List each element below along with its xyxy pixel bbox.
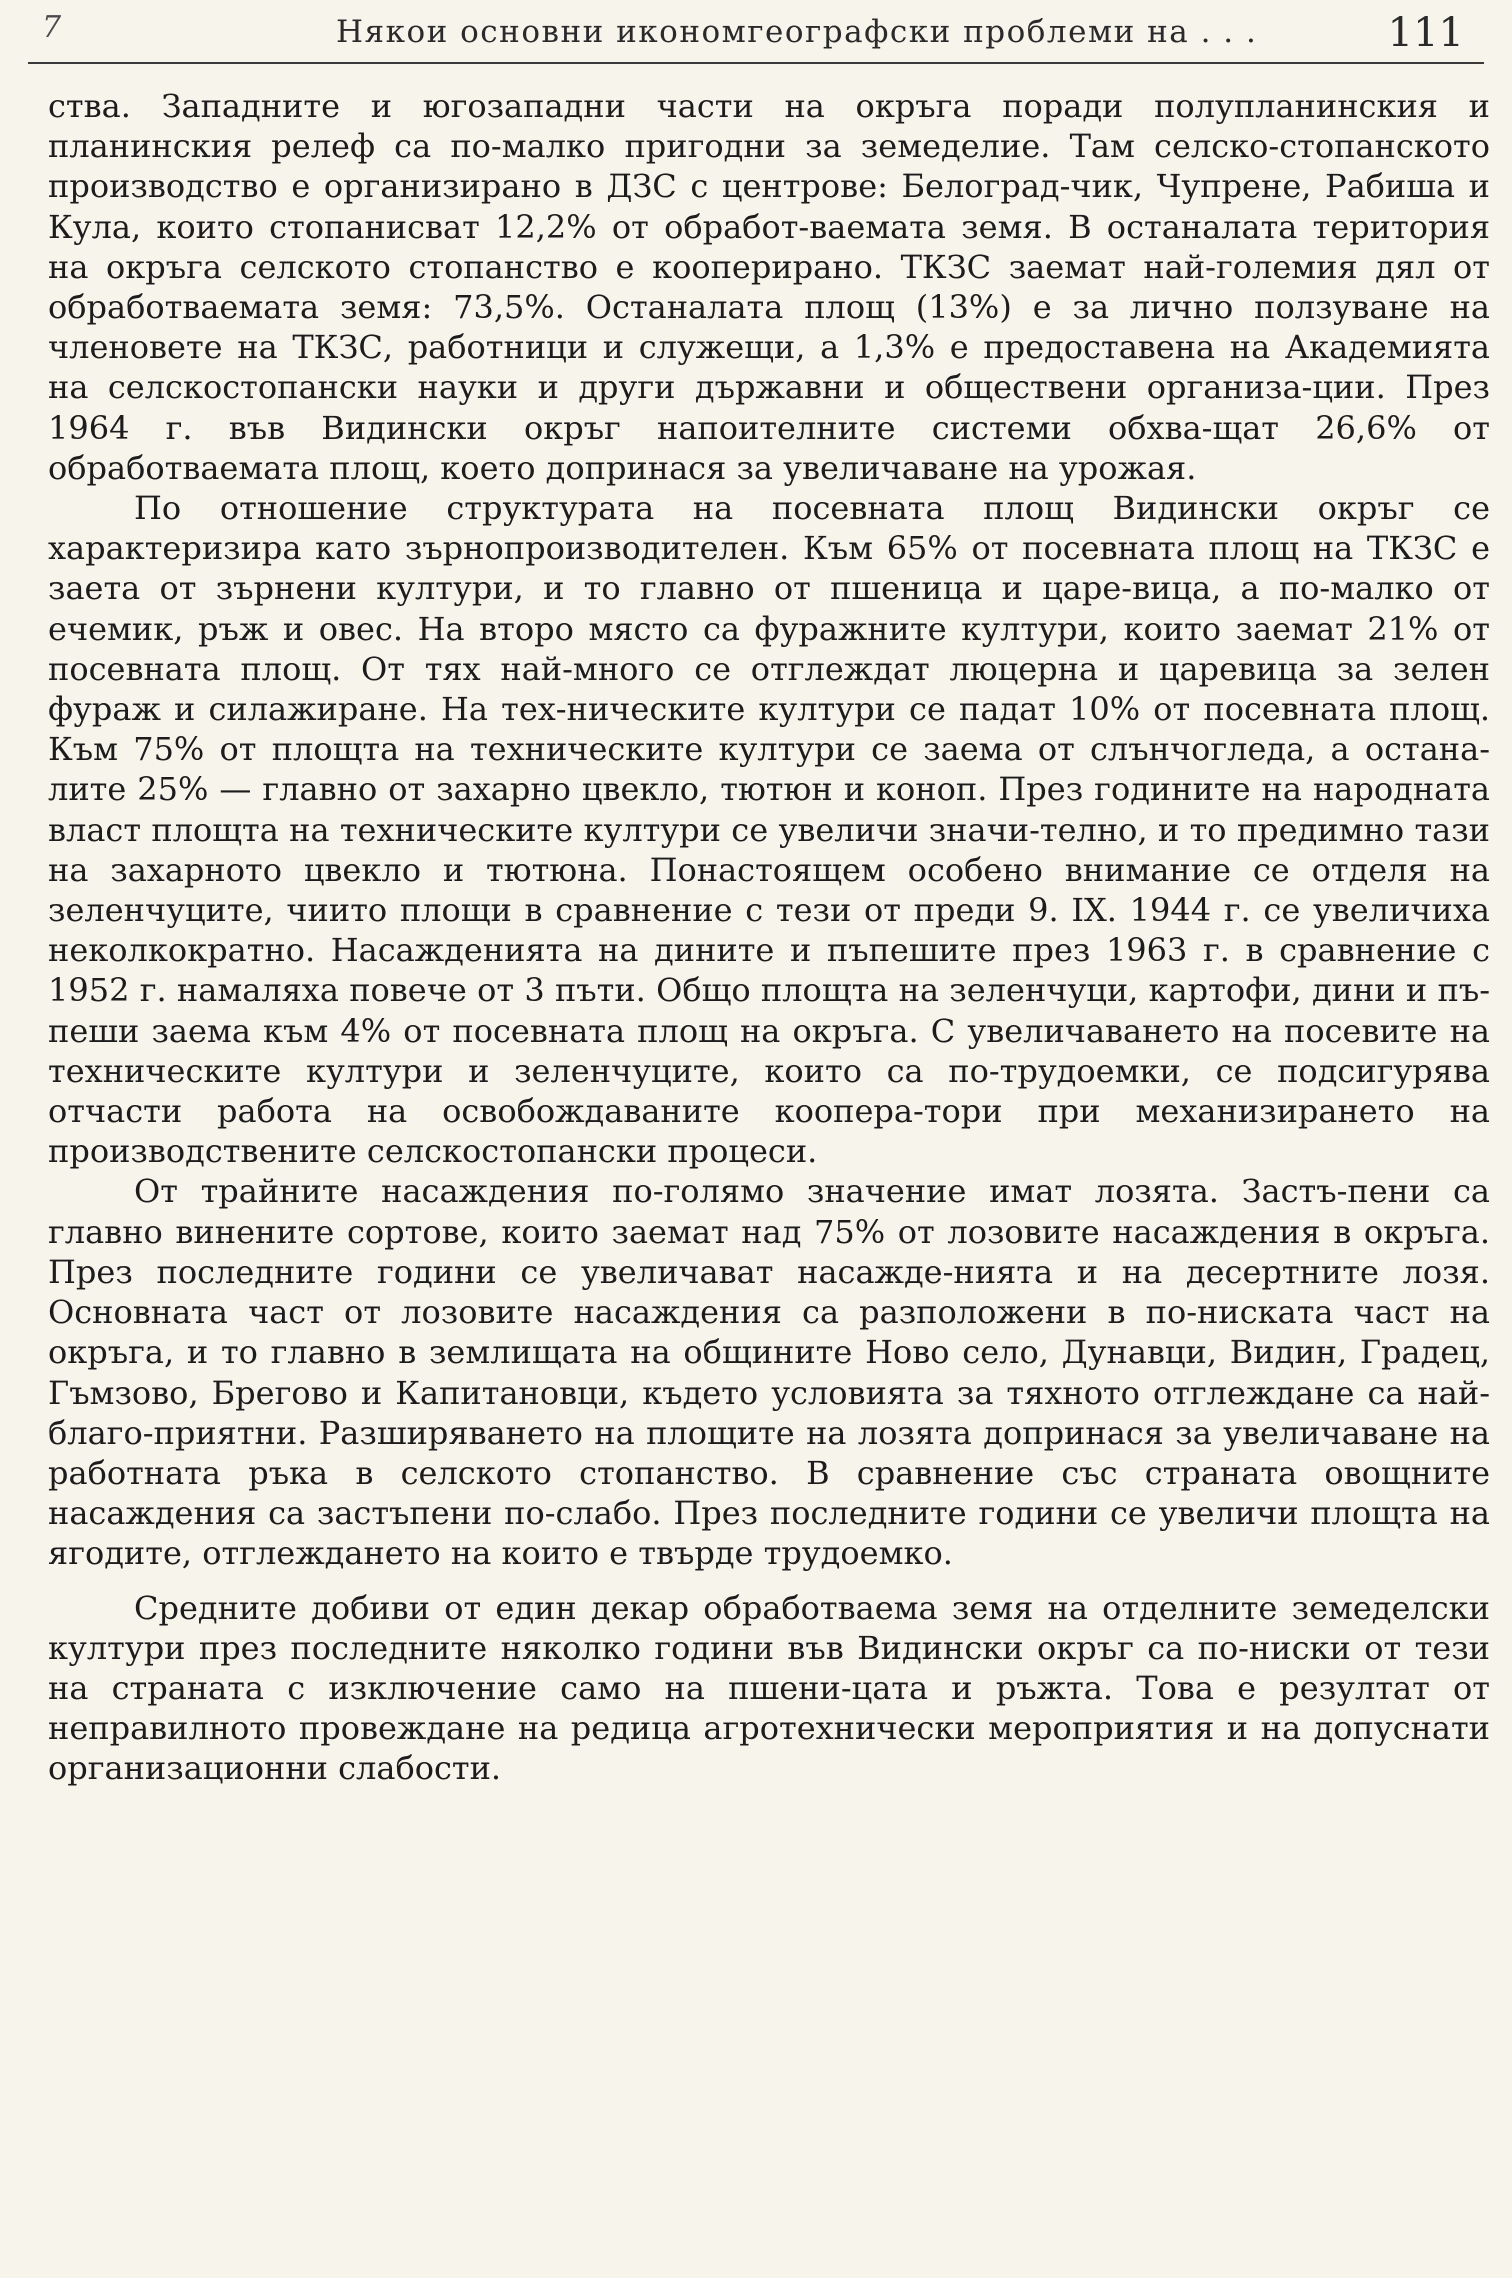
body-text	[48, 86, 1490, 1789]
running-title: Някои основни икономгеографски проблеми на . . .	[336, 14, 1258, 50]
running-header	[28, 0, 1484, 64]
page-number: 111	[1387, 10, 1464, 56]
paragraph-perennial-plantings: От трайните насаждения по-голямо значение имат лозята. Застъ-пени са главно винените сортове, които заемат над 75% от лозовите насаждения в окръга. През последните години се увеличават насажде-нията и на десертните лозя. Основната част от лозовите насаждения са разположени в по-ниската част на окръга, и то главно в землищата на общините Ново село, Дунавци, Видин, Градец, Гъмзово, Брегово и Капитановци, където условията за тяхното отглеждане са най-благо-приятни. Разширяването на площите на лозята допринася за увеличаване на работната ръка в селското стопанство. В сравнение със страната овощните насаждения са застъпени по-слабо. През последните години се увеличи площта на ягодите, отглеждането на които е твърде трудоемко.	[48, 1172, 1490, 1573]
paragraph-continuation: ства. Западните и югозападни части на окръга поради полупланинския и планинския релеф са по-малко пригодни за земеделие. Там селско-стопанското производство е организирано в ДЗС с центрове: Белоград-чик, Чупрене, Рабиша и Кула, които стопанисват 12,2% от обработ-ваемата земя. В останалата територия на окръга селското стопанство е кооперирано. ТКЗС заемат най-големия дял от обработваемата земя: 73,5%. Останалата площ (13%) е за лично ползуване на членовете на ТКЗС, работници и служещи, а 1,3% е предоставена на Академията на селскостопански науки и други държавни и обществени организа-ции. През 1964 г. във Видински окръг напоителните системи обхва-щат 26,6% от обработваемата площ, което допринася за увеличаване на урожая.	[48, 87, 1490, 487]
section-number: 7	[42, 10, 62, 45]
paragraph-crop-structure: По отношение структурата на посевната площ Видински окръг се характеризира като зърнопроизводителен. Към 65% от посевната площ на ТКЗС е заета от зърнени култури, и то главно от пшеница и царе-вица, а по-малко от ечемик, ръж и овес. На второ място са фуражните култури, които заемат 21% от посевната площ. От тях най-много се отглеждат люцерна и царевица за зелен фураж и силажиране. На тех-ническите култури се падат 10% от посевната площ. Към 75% от площта на техническите култури се заема от слънчогледа, а остана-лите 25% — главно от захарно цвекло, тютюн и коноп. През годините на народната власт площта на техническите култури се увеличи значи-телно, и то предимно тази на захарното цвекло и тютюна. Понастоящем особено внимание се отделя на зеленчуците, чиито площи в сравнение с тези от преди 9. IX. 1944 г. се увеличиха неколкократно. Насажденията на дините и пъпешите през 1963 г. в сравнение с 1952 г. намаляха повече от 3 пъти. Общо площта на зеленчуци, картофи, дини и пъ-пеши заема към 4% от посевната площ на окръга. С увеличаването на посевите на техническите култури и зеленчуците, които са по-трудоемки, се подсигурява отчасти работа на освобождаваните коопера-тори при механизирането на производствените селскостопански процеси.	[48, 489, 1490, 1171]
paragraph-average-yields: Средните добиви от един декар обработваема земя на отделните земеделски култури през последните няколко години във Видински окръг са по-ниски от тези на страната с изключение само на пшени-цата и ръжта. Това е резултат от неправилното провеждане на редица агротехнически мероприятия и на допуснати организационни слабости.	[48, 1588, 1490, 1788]
